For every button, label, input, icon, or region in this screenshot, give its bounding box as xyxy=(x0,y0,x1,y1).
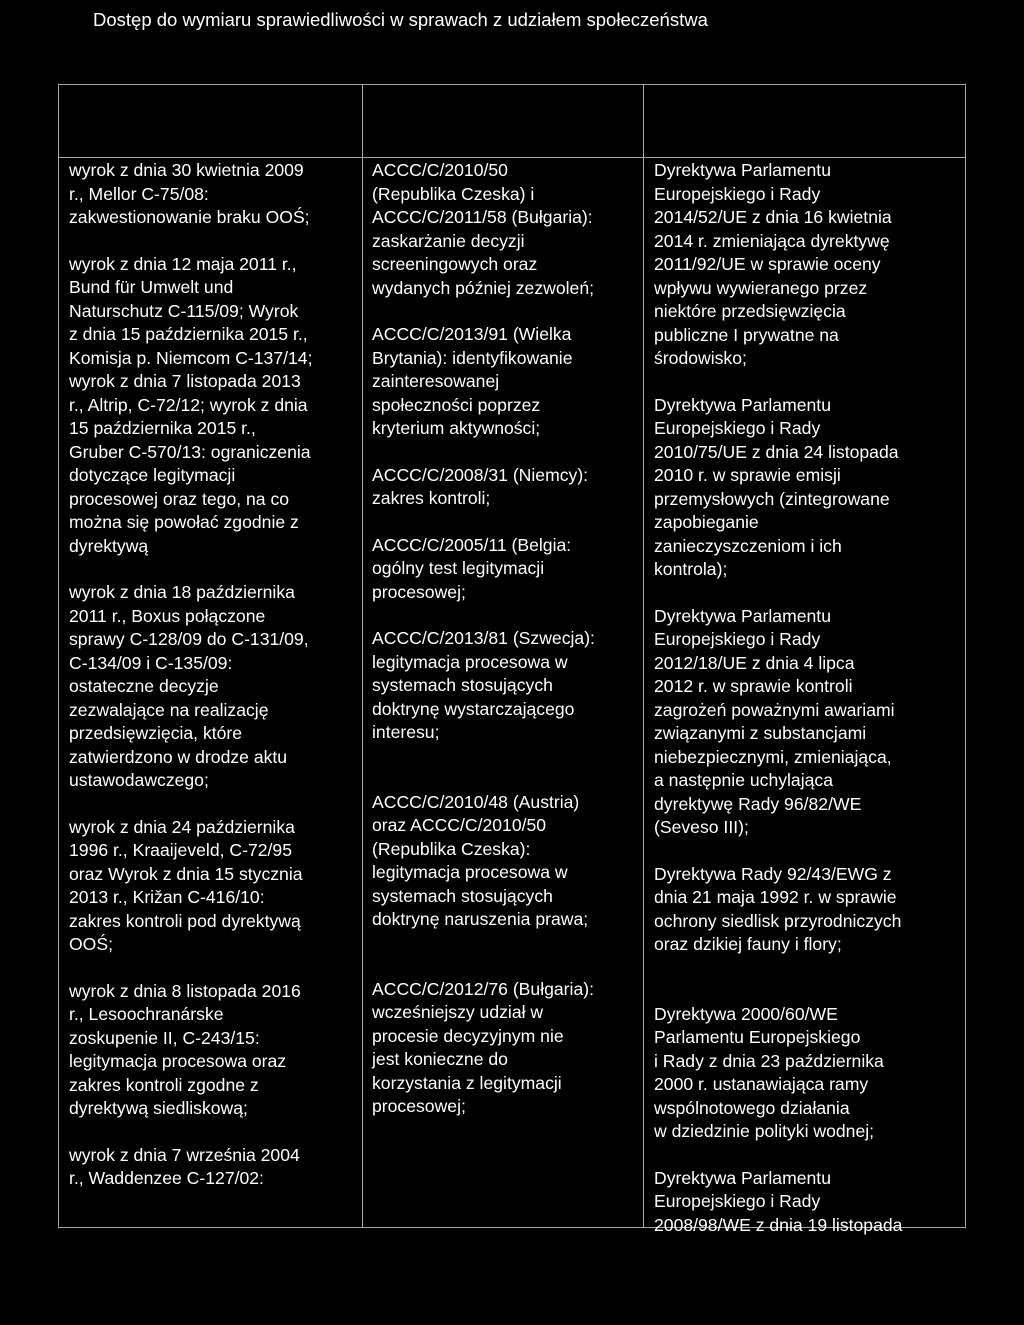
table-entry xyxy=(654,605,964,840)
table-entry xyxy=(372,534,642,605)
entry-text: Dyrektywa Parlamentu Europejskiego i Rady 2010/75/UE z dnia 24 listopada 2010 r. w sprawie emisji przemysłowych (zintegrowane zapobieganie zanieczyszczeniom i ich kontrola); xyxy=(654,394,899,579)
table-entry xyxy=(654,394,964,582)
column-cjeu-rulings xyxy=(69,159,359,1191)
table-entry xyxy=(69,159,359,230)
column-eu-directives xyxy=(654,159,964,1237)
table-entry xyxy=(69,980,359,1121)
table-entry xyxy=(654,159,964,371)
column-accc-findings xyxy=(372,159,642,1119)
entry-text: ACCC/C/2010/50 (Republika Czeska) i ACCC/C/2011/58 (Bułgaria): zaskarżanie decyzji screeningowych oraz wydanych później zezwoleń; xyxy=(372,160,595,298)
entry-text: ACCC/C/2013/81 (Szwecja): legitymacja procesowa w systemach stosujących doktrynę wystarczającego interesu; xyxy=(372,628,595,742)
table-entry xyxy=(372,323,642,441)
table-entry xyxy=(654,1167,964,1238)
entry-text: Dyrektywa 2000/60/WE Parlamentu Europejskiego i Rady z dnia 23 października 2000 r. ustanawiająca ramy wspólnotowego działania w dziedzinie polityki wodnej; xyxy=(654,1003,884,1141)
entry-text: ACCC/C/2013/91 (Wielka Brytania): identyfikowanie zainteresowanej społeczności poprzez kryterium aktywności; xyxy=(372,324,573,438)
entry-text: wyrok z dnia 7 września 2004 r., Waddenzee C-127/02: xyxy=(69,1144,300,1188)
table-entry xyxy=(372,159,642,300)
case-law-table xyxy=(58,84,966,1235)
table-entry xyxy=(372,627,642,745)
column-divider xyxy=(362,85,363,1227)
table-entry xyxy=(654,863,964,957)
entry-text: ACCC/C/2008/31 (Niemcy): zakres kontroli; xyxy=(372,464,589,508)
table-entry xyxy=(372,791,642,932)
table-entry xyxy=(654,1003,964,1144)
entry-text: Dyrektywa Parlamentu Europejskiego i Rady 2014/52/UE z dnia 16 kwietnia 2014 r. zmieniająca dyrektywę 2011/92/UE w sprawie oceny wpływu wywieranego przez niektóre przedsięwzięcia publiczne I prywatne na środowisko; xyxy=(654,160,892,368)
table-entry xyxy=(69,816,359,957)
entry-text: wyrok z dnia 30 kwietnia 2009 r., Mellor C-75/08: zakwestionowanie braku OOŚ; xyxy=(69,160,310,227)
entry-text: wyrok z dnia 18 października 2011 r., Boxus połączone sprawy C-128/09 do C-131/09, C-134/09 i C-135/09: ostateczne decyzje zezwalające na realizację przedsięwzięcia, które zatwierdzono w drodze aktu ustawodawczego; xyxy=(69,582,309,790)
table-entry xyxy=(69,1144,359,1191)
entry-text: wyrok z dnia 12 maja 2011 r., Bund für Umwelt und Naturschutz C-115/09; Wyrok z dnia 15 października 2015 r., Komisja p. Niemcom C-137/14; wyrok z dnia 7 listopada 2013 r., Altrip, C-72/12; wyrok z dnia 15 października 2015 r., Gruber C-570/13: ograniczenia dotyczące legitymacji procesowej oraz tego, na co można się powołać zgodnie z dyrektywą xyxy=(69,253,313,556)
entry-text: Dyrektywa Parlamentu Europejskiego i Rady 2012/18/UE z dnia 4 lipca 2012 r. w sprawie kontroli zagrożeń poważnymi awariami związanymi z substancjami niebezpiecznymi, zmieniająca, a następnie uchylająca dyrektywę Rady 96/82/WE (Seveso III); xyxy=(654,605,895,837)
table-entry xyxy=(69,581,359,793)
entry-text: wyrok z dnia 8 listopada 2016 r., Lesoochranárske zoskupenie II, C-243/15: legitymacja procesowa oraz zakres kontroli zgodne z dyrektywą siedliskową; xyxy=(69,980,301,1118)
entry-text: ACCC/C/2012/76 (Bułgaria): wcześniejszy udział w procesie decyzyjnym nie jest konieczne do korzystania z legitymacji procesowej; xyxy=(372,978,594,1116)
table-entry xyxy=(69,253,359,559)
column-divider xyxy=(643,85,644,1227)
entry-text: ACCC/C/2010/48 (Austria) oraz ACCC/C/2010/50 (Republika Czeska): legitymacja procesowa w systemach stosujących doktrynę naruszenia prawa; xyxy=(372,791,589,929)
entry-text: ACCC/C/2005/11 (Belgia: ogólny test legitymacji procesowej; xyxy=(372,534,572,602)
page-title: Dostęp do wymiaru sprawiedliwości w sprawach z udziałem społeczeństwa xyxy=(93,9,708,30)
table-entry xyxy=(372,978,642,1119)
entry-text: wyrok z dnia 24 października 1996 r., Kraaijeveld, C-72/95 oraz Wyrok z dnia 15 stycznia 2013 r., Križan C-416/10: zakres kontroli pod dyrektywą OOŚ; xyxy=(69,816,303,954)
entry-text: Dyrektywa Parlamentu Europejskiego i Rady 2008/98/WE z dnia 19 listopada xyxy=(654,1167,903,1235)
entry-text: Dyrektywa Rady 92/43/EWG z dnia 21 maja 1992 r. w sprawie ochrony siedlisk przyrodniczych oraz dzikiej fauny i flory; xyxy=(654,863,902,954)
table-header-row xyxy=(59,85,965,158)
table-entry xyxy=(372,464,642,511)
